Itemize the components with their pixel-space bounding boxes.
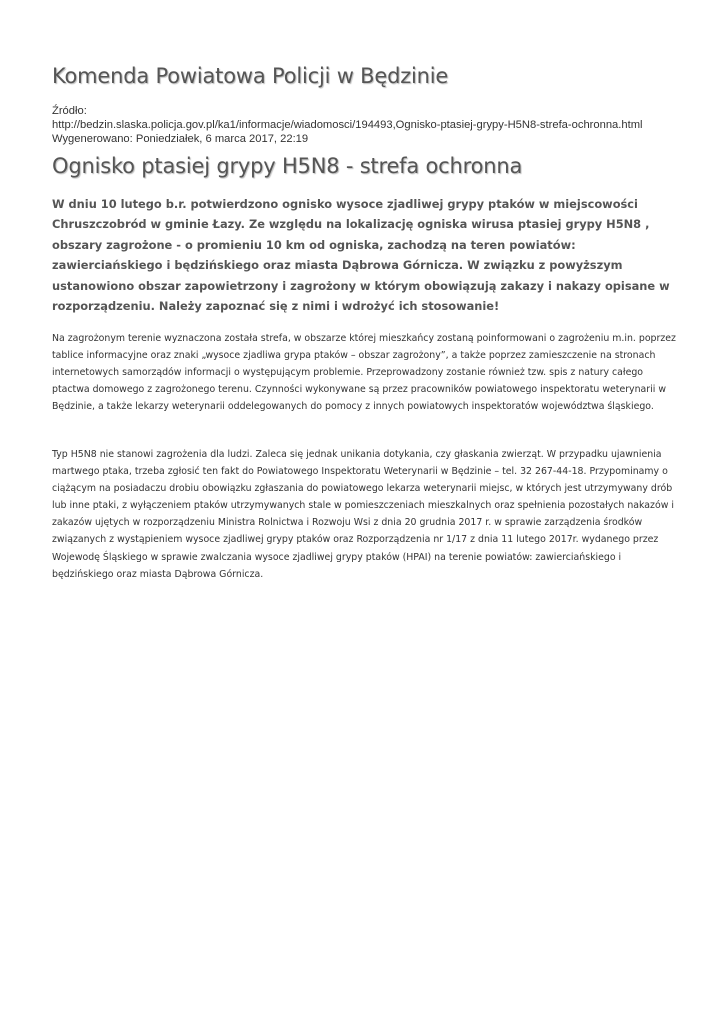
article-title: Ognisko ptasiej grypy H5N8 - strefa ochronna [52,154,523,178]
source-label: Źródło: [52,105,87,117]
source-meta [52,104,643,146]
source-url: http://bedzin.slaska.policja.gov.pl/ka1/informacje/wiadomosci/194493,Ognisko-ptasiej-grypy-H5N8-strefa-ochronna.html [52,119,643,131]
site-title: Komenda Powiatowa Policji w Będzinie [52,64,449,88]
article-paragraph: Typ H5N8 nie stanowi zagrożenia dla ludzi. Zaleca się jednak unikania dotykania, czy głaskania zwierząt. W przypadku ujawnienia martwego ptaka, trzeba zgłosić ten fakt do Powiatowego Inspektoratu Weterynarii w Będzinie – tel. 32 267-44-18. Przypominamy o ciążącym na posiadaczu drobiu obowiązku zgłaszania do powiatowego lekarza weterynarii miejsc, w których jest utrzymywany drób lub inne ptaki, z wyłączeniem ptaków utrzymywanych stale w pomieszczeniach mieszkalnych oraz spełnienia pozostałych nakazów i zakazów ujętych w rozporządzeniu Ministra Rolnictwa i Rozwoju Wsi z dnia 20 grudnia 2017 r. w sprawie zarządzenia środków związanych z wystąpieniem wysoce zjadliwej grypy ptaków oraz Rozporządzenia nr 1/17 z dnia 11 lutego 2017r. wydanego przez Wojewodę Śląskiego w sprawie zwalczania wysoce zjadliwej grypy ptaków (HPAI) na terenie powiatów: zawierciańskiego i będzińskiego oraz miasta Dąbrowa Górnicza. [52,449,674,580]
article-lead: W dniu 10 lutego b.r. potwierdzono ognisko wysoce zjadliwej grypy ptaków w miejscowości Chruszczobród w gminie Łazy. Ze względu na lokalizację ogniska wirusa ptasiej grypy H5N8 , obszary zagrożone - o promieniu 10 km od ogniska, zachodzą na teren powiatów: zawierciańskiego i będzińskiego oraz miasta Dąbrowa Górnicza. W związku z powyższym ustanowiono obszar zapowietrzony i zagrożony w którym obowiązują zakazy i nakazy opisane w rozporządzeniu. Należy zapoznać się z nimi i wdrożyć ich stosowanie! [52,197,670,314]
article-paragraph: Na zagrożonym terenie wyznaczona została strefa, w obszarze której mieszkańcy zostaną poinformowani o zagrożeniu m.in. poprzez tablice informacyjne oraz znaki „wysoce zjadliwa grypa ptaków – obszar zagrożony”, a także poprzez zamieszczenie na stronach internetowych samorządów informacji o występującym problemie. Przeprowadzony zostanie również tzw. spis z natury całego ptactwa domowego z zagrożonego terenu. Czynności wykonywane są przez pracowników powiatowego inspektoratu weterynarii w Będzinie, a także lekarzy weterynarii oddelegowanych do pomocy z innych powiatowych inspektoratów województwa śląskiego. [52,333,676,413]
generated-date: Wygenerowano: Poniedziałek, 6 marca 2017, 22:19 [52,133,309,145]
